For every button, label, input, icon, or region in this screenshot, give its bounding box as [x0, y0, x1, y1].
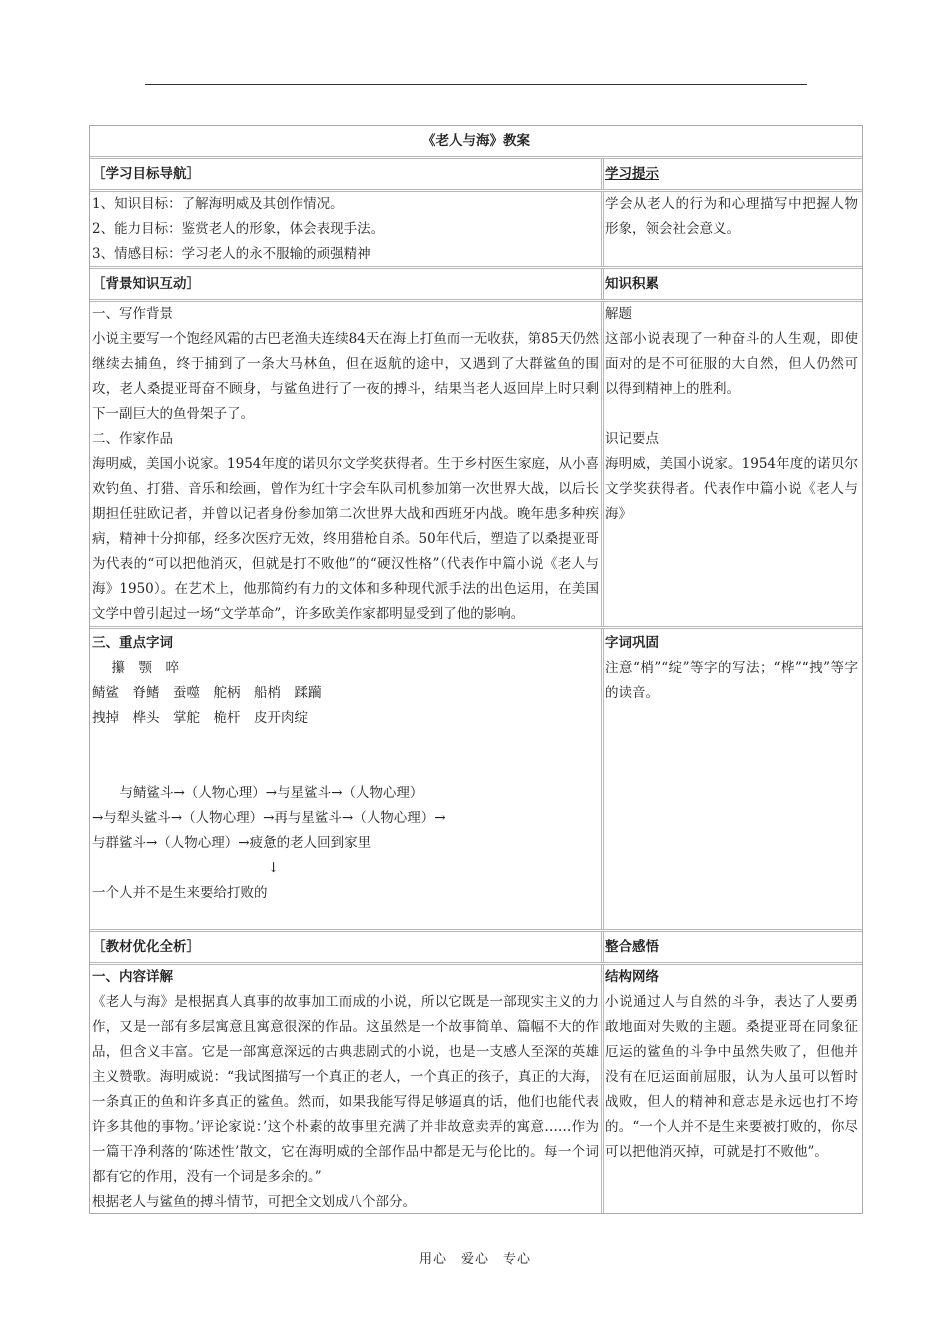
- goals-row: [90, 192, 862, 269]
- writing-background-text: 小说主要写一个饱经风霜的古巴老渔夫连续84天在海上打鱼而一无收获，第85天仍然继续去捕鱼，终于捕到了一条大马林鱼，但在返航的途中，又遇到了大群鲨鱼的围攻，老人桑提亚哥奋不顾身，与鲨鱼进行了一夜的搏斗，结果当老人返回岸上时只剩下一副巨大的鱼骨架子了。: [92, 331, 599, 422]
- header-rule: [145, 84, 807, 85]
- plot-flow-line: 与鲭鲨斗→（人物心理）→与星鲨斗→（人物心理）: [106, 785, 424, 801]
- background-content: [90, 302, 604, 626]
- vocab-heading: 三、重点字词: [92, 635, 173, 651]
- title-explanation-heading: 解题: [605, 306, 632, 322]
- integration-header: 整合感悟: [605, 939, 659, 955]
- page-footer: 用心 爱心 专心: [418, 1252, 531, 1267]
- vocab-row: [90, 629, 862, 932]
- analysis-content: [90, 965, 604, 1213]
- goal-item: 3、情感目标：学习老人的永不服输的顽强精神: [92, 246, 371, 262]
- knowledge-header: 知识积累: [605, 276, 659, 292]
- key-points-text: 海明威，美国小说家。1954年度的诺贝尔文学奖获得者。代表作中篇小说《老人与海》: [605, 456, 858, 522]
- plot-flow-line: 与群鲨斗→（人物心理）→疲惫的老人回到家里: [92, 835, 372, 851]
- background-header-row: [90, 269, 862, 302]
- vocab-line: 拽掉 桦头 掌舵 桅杆 皮开肉绽: [92, 710, 308, 726]
- goal-item: 2、能力目标：鉴赏老人的形象，体会表现手法。: [92, 221, 385, 237]
- structure-network-heading: 结构网络: [605, 969, 659, 985]
- integration-content: [604, 965, 860, 1213]
- vocab-content: [90, 629, 604, 929]
- analysis-header-row: [90, 932, 862, 965]
- study-tips-header: 学习提示: [605, 166, 659, 182]
- knowledge-content: [604, 302, 860, 626]
- goals-list: [90, 192, 604, 266]
- author-works-heading: 二、作家作品: [92, 431, 173, 447]
- analysis-row: [90, 965, 862, 1213]
- structure-network-text: 小说通过人与自然的斗争，表达了人要勇敢地面对失败的主题。桑提亚哥在同象征厄运的鲨鱼的斗争中虽然失败了，但他并没有在厄运面前屈服，认为人虽可以暂时战败，但人的精神和意志是永远也打不垮的。“一个人并不是生来要被打败的，你尽可以把他消灭掉，可就是打不败他”。: [605, 994, 858, 1160]
- writing-background-heading: 一、写作背景: [92, 306, 173, 322]
- author-works-text: 海明威，美国小说家。1954年度的诺贝尔文学奖获得者。生于乡村医生家庭，从小喜欢钓鱼、打猎、音乐和绘画，曾作为红十字会车队司机参加第一次世界大战，以后长期担任驻欧记者，并曾以记者身份参加第二次世界大战和西班牙内战。晚年患多种疾病，精神十分抑郁，经多次医疗无效，终用猎枪自杀。50年代后，塑造了以桑提亚哥为代表的“可以把他消灭，但就是打不败他”的“硬汉性格”（代表作中篇小说《老人与海》1950）。在艺术上，他那简约有力的文体和多种现代派手法的出色运用，在美国文学中曾引起过一场“文学革命”，许多欧美作家都明显受到了他的影响。: [92, 456, 599, 622]
- title-explanation-text: 这部小说表现了一种奋斗的人生观，即使面对的是不可征服的大自然，但人仍然可以得到精神上的胜利。: [605, 331, 858, 397]
- lesson-plan-table: [89, 125, 863, 1214]
- goals-header-row: [90, 159, 862, 192]
- goals-header: ［学习目标导航］: [90, 159, 604, 189]
- plot-conclusion: 一个人并不是生来要给打败的: [92, 885, 268, 901]
- document-title: 《老人与海》教案: [90, 126, 862, 159]
- vocab-review-heading: 字词巩固: [605, 635, 659, 651]
- key-points-heading: 识记要点: [605, 431, 659, 447]
- goal-item: 1、知识目标：了解海明威及其创作情况。: [92, 196, 344, 212]
- vocab-review: [604, 629, 860, 929]
- structure-division-text: 根据老人与鲨鱼的搏斗情节，可把全文划成八个部分。: [92, 1194, 416, 1210]
- down-arrow-icon: ↓: [268, 860, 280, 876]
- study-tips-text: 学会从老人的行为和心理描写中把握人物形象，领会社会意义。: [605, 196, 858, 237]
- content-detail-text: 《老人与海》是根据真人真事的故事加工而成的小说，所以它既是一部现实主义的力作，又是一部有多层寓意且寓意很深的作品。这虽然是一个故事简单、篇幅不大的作品，但含义丰富。它是一部寓意深远的古典悲剧式的小说，也是一支感人至深的英雄主义赞歌。海明威说：“我试图描写一个真正的老人，一个真正的孩子，真正的大海，一条真正的鱼和许多真正的鲨鱼。然而，如果我能写得足够逼真的话，他们也能代表许多其他的事物。’评论家说：’这个朴素的故事里充满了并非故意卖弄的寓意……作为一篇干净利落的‘陈述性’散文，它在海明威的全部作品中都是无与伦比的。每一个词都有它的作用，没有一个词是多余的。”: [92, 994, 599, 1185]
- background-row: [90, 302, 862, 629]
- vocab-review-text: 注意“梢”“绽”等字的写法；“桦”“拽”等字的读音。: [605, 660, 858, 701]
- vocab-line: 鲭鲨 脊鳍 蚕噬 舵柄 船梢 蹂躏: [92, 685, 322, 701]
- background-header: ［背景知识互动］: [90, 269, 604, 299]
- plot-flow-line: →与犁头鲨斗→（人物心理）→再与星鲨斗→（人物心理）→: [92, 810, 446, 826]
- content-detail-heading: 一、内容详解: [92, 969, 173, 985]
- analysis-header: ［教材优化全析］: [90, 932, 604, 962]
- vocab-line: 攥 颚 啐: [98, 660, 179, 676]
